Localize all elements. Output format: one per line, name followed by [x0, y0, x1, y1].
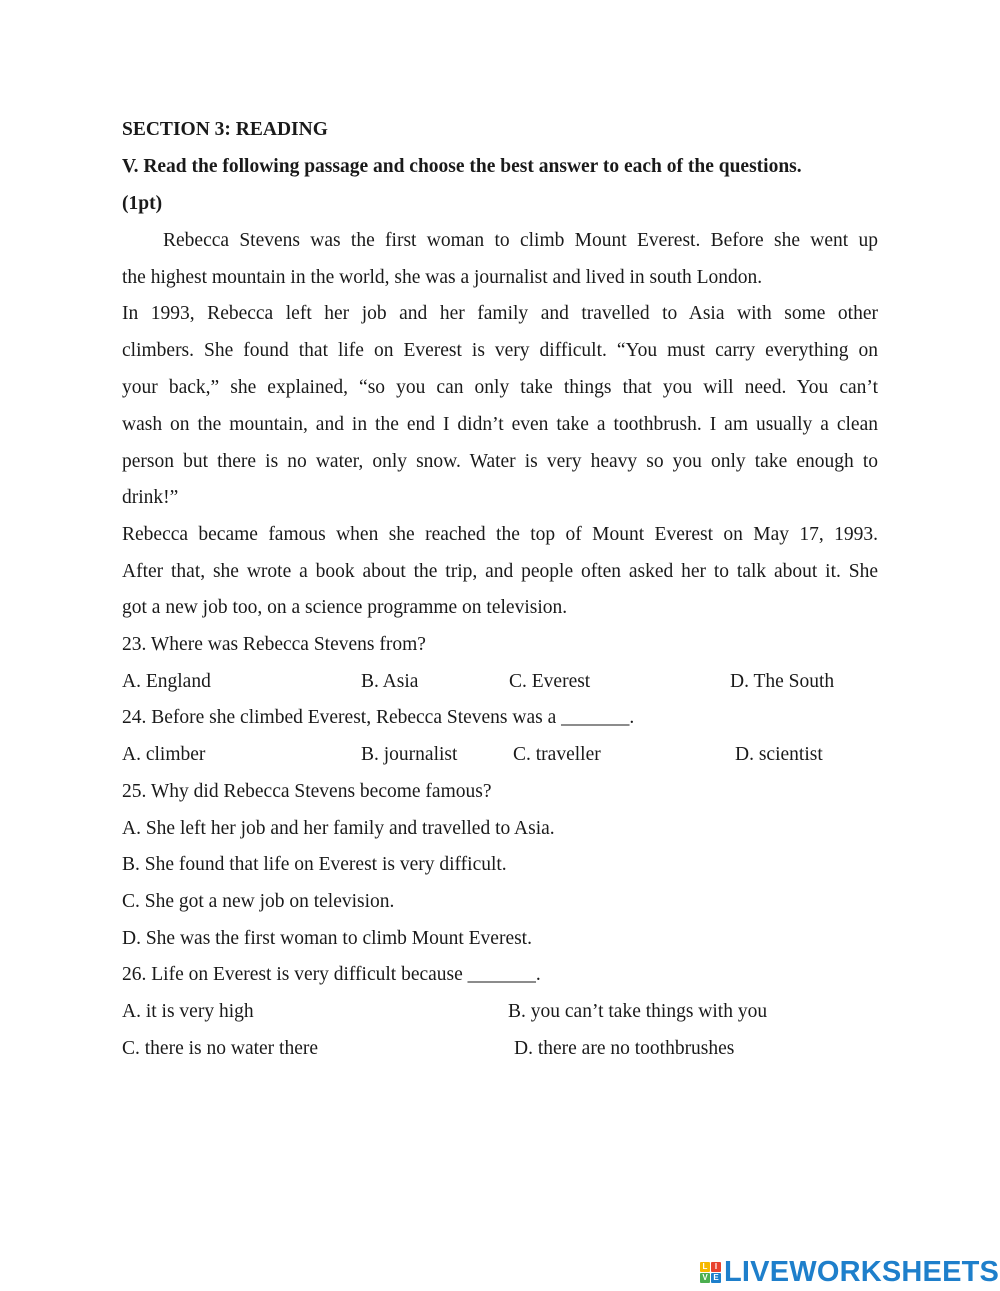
passage-line: drink!” [122, 487, 179, 508]
liveworksheets-logo-icon: L I V E [700, 1262, 721, 1283]
q23-option-a[interactable]: A. England [122, 671, 211, 692]
passage-line: After that, she wrote a book about the trip, and people often asked her to talk about it. She [122, 561, 878, 582]
passage-line: In 1993, Rebecca left her job and her family and travelled to Asia with some other [122, 303, 878, 324]
q25-option-d[interactable]: D. She was the first woman to climb Mount Everest. [122, 928, 532, 949]
q26-option-b[interactable]: B. you can’t take things with you [508, 1001, 768, 1022]
q24-option-b[interactable]: B. journalist [361, 744, 458, 765]
q25-option-c[interactable]: C. She got a new job on television. [122, 891, 395, 912]
q26-option-a[interactable]: A. it is very high [122, 1001, 254, 1022]
passage-line: the highest mountain in the world, she was a journalist and lived in south London. [122, 267, 763, 288]
instruction-line-2: (1pt) [122, 193, 163, 214]
q25-option-a[interactable]: A. She left her job and her family and travelled to Asia. [122, 818, 555, 839]
q26-option-c[interactable]: C. there is no water there [122, 1038, 319, 1059]
passage-line: climbers. She found that life on Everest is very difficult. “You must carry everything on [122, 340, 878, 361]
q23-option-c[interactable]: C. Everest [509, 671, 591, 692]
q24-option-a[interactable]: A. climber [122, 744, 206, 765]
q26-option-d[interactable]: D. there are no toothbrushes [514, 1038, 735, 1059]
passage-line: wash on the mountain, and in the end I didn’t even take a toothbrush. I am usually a clean [122, 414, 878, 435]
q24-option-c[interactable]: C. traveller [513, 744, 601, 765]
q23-option-b[interactable]: B. Asia [361, 671, 419, 692]
q24-option-d[interactable]: D. scientist [735, 744, 823, 765]
passage-line: got a new job too, on a science programme on television. [122, 597, 568, 618]
q25-option-b[interactable]: B. She found that life on Everest is very difficult. [122, 854, 507, 875]
passage-line: Rebecca became famous when she reached the top of Mount Everest on May 17, 1993. [122, 524, 878, 545]
liveworksheets-logo-text: LIVEWORKSHEETS [724, 1256, 1000, 1288]
passage-line: person but there is no water, only snow. Water is very heavy so you only take enough to [122, 451, 878, 472]
section-title: SECTION 3: READING [122, 119, 328, 140]
question-24: 24. Before she climbed Everest, Rebecca Stevens was a _______. [122, 707, 635, 728]
q23-option-d[interactable]: D. The South [730, 671, 835, 692]
question-25: 25. Why did Rebecca Stevens become famous? [122, 781, 492, 802]
instruction-line-1: V. Read the following passage and choose the best answer to each of the questions. [122, 156, 802, 177]
liveworksheets-logo[interactable] [700, 1257, 999, 1287]
passage-line: Rebecca Stevens was the first woman to climb Mount Everest. Before she went up [163, 230, 878, 251]
question-26: 26. Life on Everest is very difficult because _______. [122, 964, 541, 985]
question-23: 23. Where was Rebecca Stevens from? [122, 634, 426, 655]
passage-line: your back,” she explained, “so you can only take things that you will need. You can’t [122, 377, 878, 398]
